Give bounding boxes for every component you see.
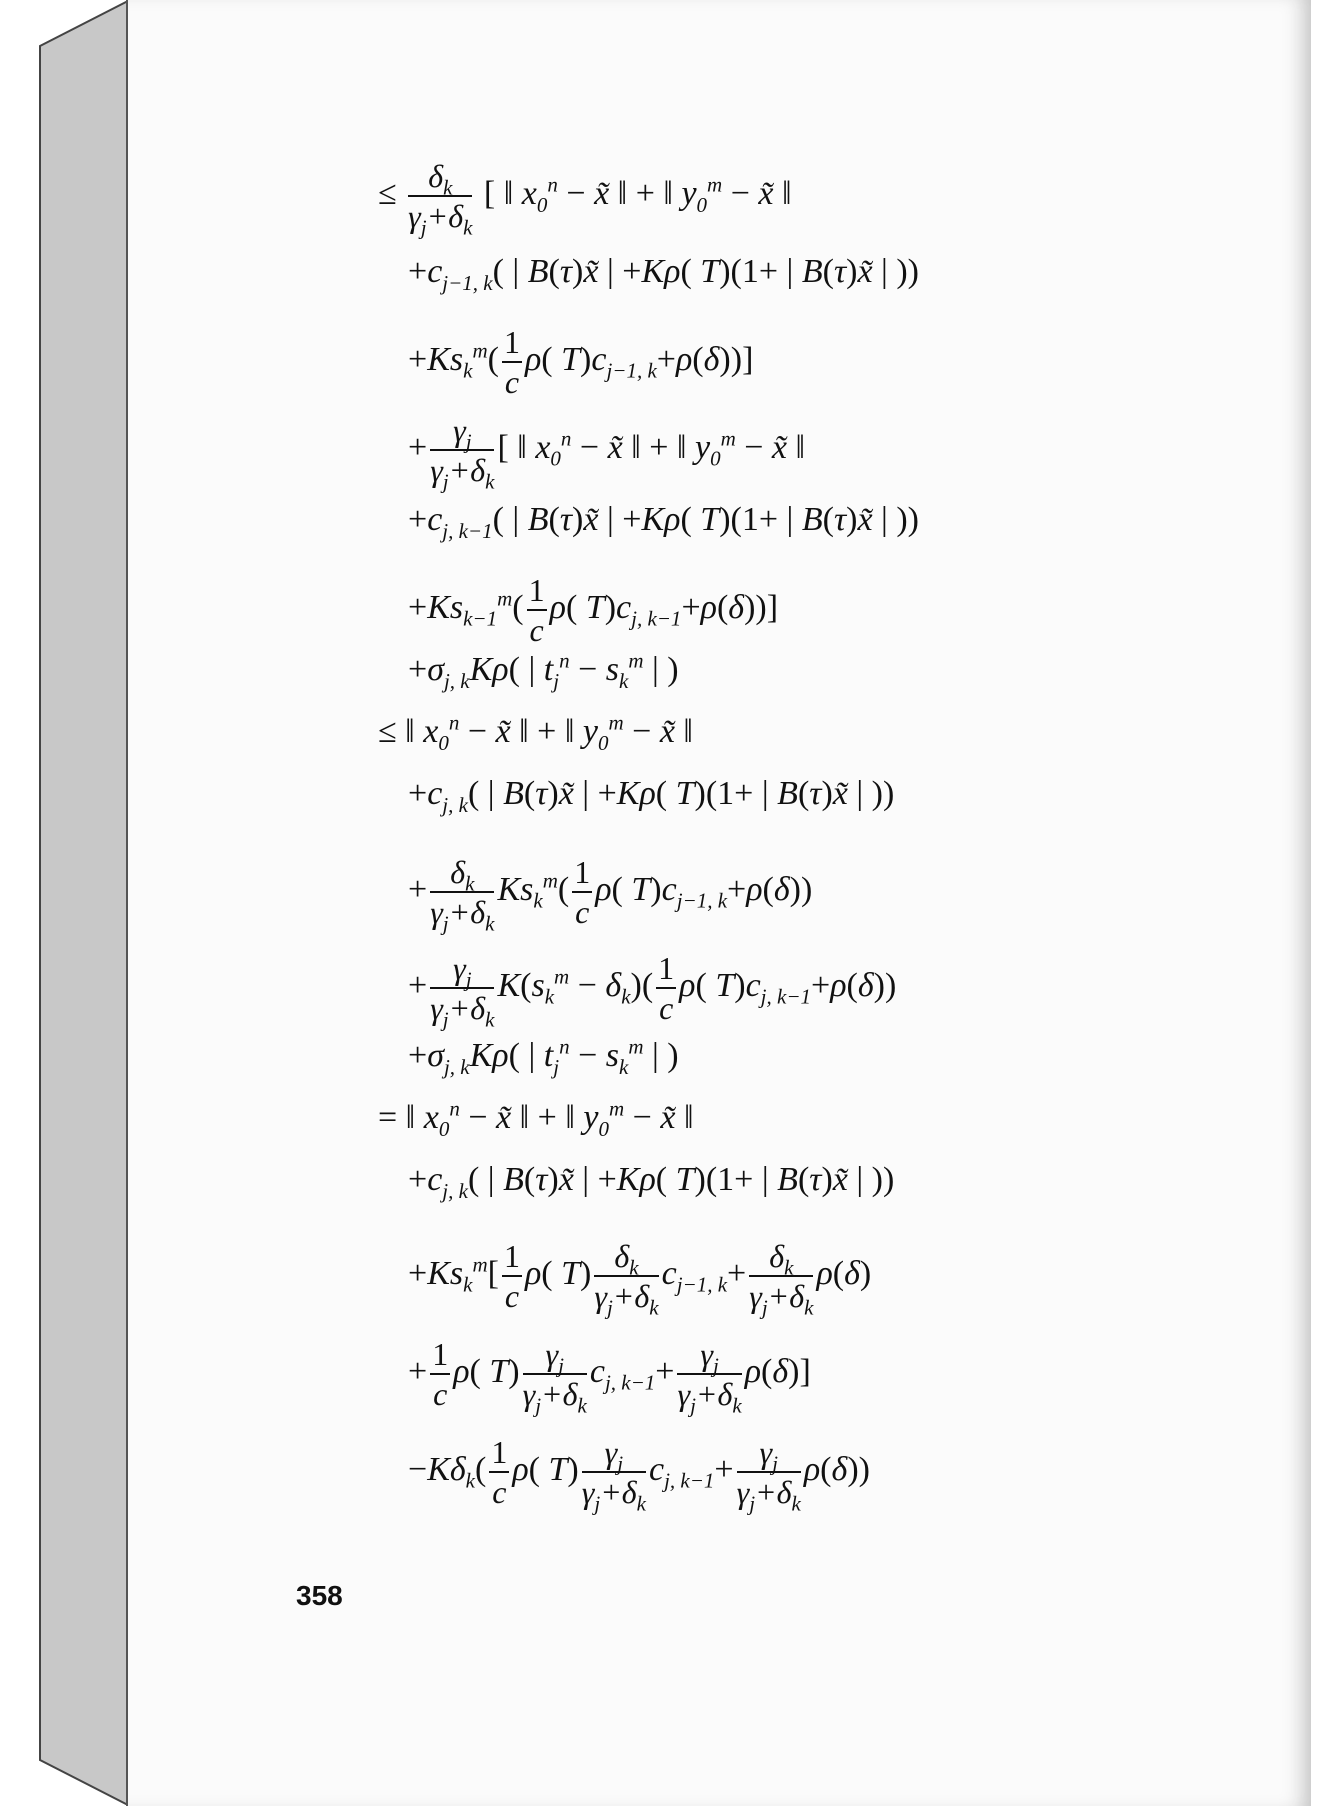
equation-line-11: + $\frac{\gamma_j}{\gamma_j+\delta_k}$ $K(s_k^m - \delta_k)$( $\frac{1}{c}$ ρ( $T)c_{j, k-1}+\rho(\delta)$) [408,950,897,1032]
equation-line-8: ≤ ‖ $x_0^n$ − x̃ ‖ + ‖ $y_0^m$ − x̃ ‖ [378,710,693,755]
equation-line-1: ≤ $\frac{\delta_k}{\gamma_j+\delta_k}$ [ ‖ $x_0^n$ − x̃ ‖ + ‖ $y_0^m$ − x̃ ‖ [378,158,792,240]
equation-line-3: $+Ks_k^m$( $\frac{1}{c}$ ρ( $T)c_{j-1, k}+\rho(\delta)$)] [408,324,754,400]
equation-line-5: $+c_{j, k-1}$( | B(τ)x̃ | +Kρ( T)(1+ | B(τ)x̃ | )) [408,501,919,543]
equation-line-6: $+Ks_{k-1}^m$( $\frac{1}{c}$ ρ( $T)c_{j, k-1}+\rho(\delta)$)] [408,572,779,648]
equation-line-17: $-K\delta_k$( $\frac{1}{c}$ ρ( T) $\frac{\gamma_j}{\gamma_j+\delta_k}$ $c_{j, k-1}+$ $\frac{\gamma_j}{\gamma_j+\delta_k}$ ρ(δ)) [408,1434,870,1516]
equation-line-10: + $\frac{\delta_k}{\gamma_j+\delta_k}$ $Ks_k^m$( $\frac{1}{c}$ ρ( $T)c_{j-1, k}+\rho(\delta)$) [408,854,813,936]
equation-line-14: $+c_{j, k}$( | B(τ)x̃ | +Kρ( T)(1+ | B(τ)x̃ | )) [408,1161,895,1203]
equation-line-4: + $\frac{\gamma_j}{\gamma_j+\delta_k}$ [ ‖ $x_0^n$ − x̃ ‖ + ‖ $y_0^m$ − x̃ ‖ [408,412,806,494]
equation-line-12: $+\sigma_{j, k}K\rho$( | $t_j^n - s_k^m$ | ) [408,1034,679,1079]
equation-line-15: $+Ks_k^m$[ $\frac{1}{c}$ ρ( T) $\frac{\delta_k}{\gamma_j+\delta_k}$ $c_{j-1, k}+$ $\frac{\delta_k}{\gamma_j+\delta_k}$ ρ(δ) [408,1238,872,1320]
page-number: 358 [296,1580,343,1611]
equation-line-2: $+c_{j-1, k}$( | B(τ)x̃ | +Kρ( T)(1+ | B(τ)x̃ | )) [408,253,919,295]
equation-line-9: $+c_{j, k}$( | B(τ)x̃ | +Kρ( T)(1+ | B(τ)x̃ | )) [408,775,895,817]
equation-line-7: $+\sigma_{j, k}K\rho$( | $t_j^n - s_k^m$ | ) [408,648,679,693]
equation-line-13: = ‖ $x_0^n$ − x̃ ‖ + ‖ $y_0^m$ − x̃ ‖ [378,1096,694,1141]
equation-line-16: + $\frac{1}{c}$ ρ( T) $\frac{\gamma_j}{\gamma_j+\delta_k}$ $c_{j, k-1}+$ $\frac{\gamma_j}{\gamma_j+\delta_k}$ ρ(δ)] [408,1336,811,1418]
